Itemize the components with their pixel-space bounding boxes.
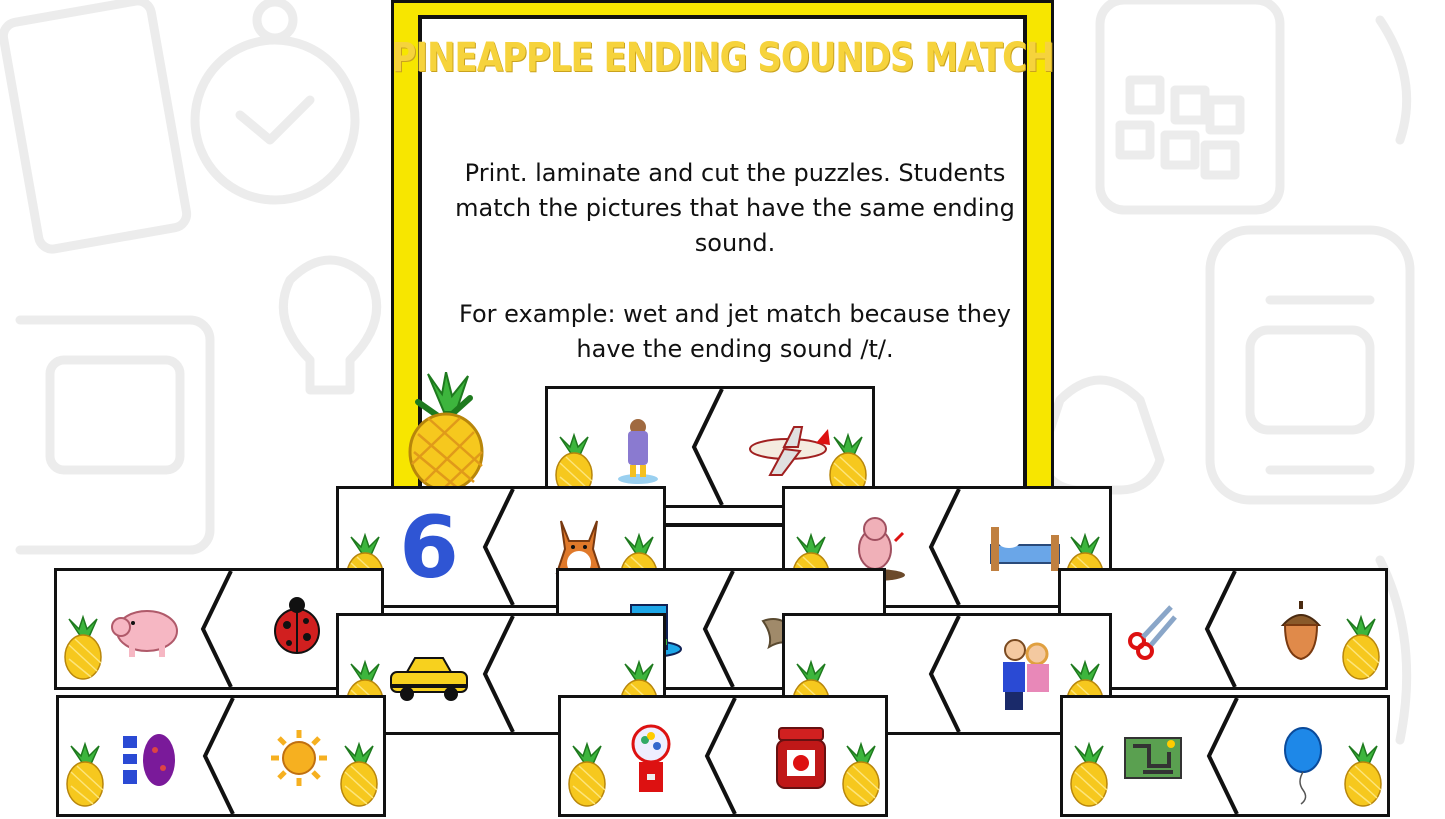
jam-jar-picture xyxy=(777,728,825,788)
girl-in-puddle-picture xyxy=(618,419,658,484)
sun-picture xyxy=(271,730,327,786)
fox-picture xyxy=(557,521,601,575)
airplane-picture xyxy=(750,427,830,475)
pig-picture xyxy=(112,611,177,657)
poster-title: PINEAPPLE ENDING SOUNDS MATCH xyxy=(391,34,1054,82)
puzzle-card[interactable] xyxy=(56,695,386,817)
pineapple-icon xyxy=(398,372,490,487)
hugging-couple-picture xyxy=(1003,640,1049,710)
taxi-picture xyxy=(391,658,467,701)
ladybug-picture xyxy=(275,597,319,653)
number-ten-picture xyxy=(123,734,175,786)
svg-text:6: 6 xyxy=(399,498,459,598)
gumball-machine-picture xyxy=(633,726,669,792)
puzzle-card[interactable] xyxy=(558,695,888,817)
poster-example: For example: wet and jet match because they have the ending sound /t/. xyxy=(459,300,1011,363)
poster-instructions: Print. laminate and cut the puzzles. Students match the pictures that have the same ending sound. xyxy=(455,159,1015,257)
puzzle-card[interactable] xyxy=(54,568,384,690)
bed-picture xyxy=(991,527,1059,571)
puzzle-card[interactable] xyxy=(1060,695,1390,817)
acorn-picture xyxy=(1283,601,1319,659)
map-picture xyxy=(1125,738,1181,778)
balloon-picture xyxy=(1285,728,1321,804)
number-six-picture xyxy=(399,498,459,598)
scissors-picture xyxy=(1130,607,1175,658)
